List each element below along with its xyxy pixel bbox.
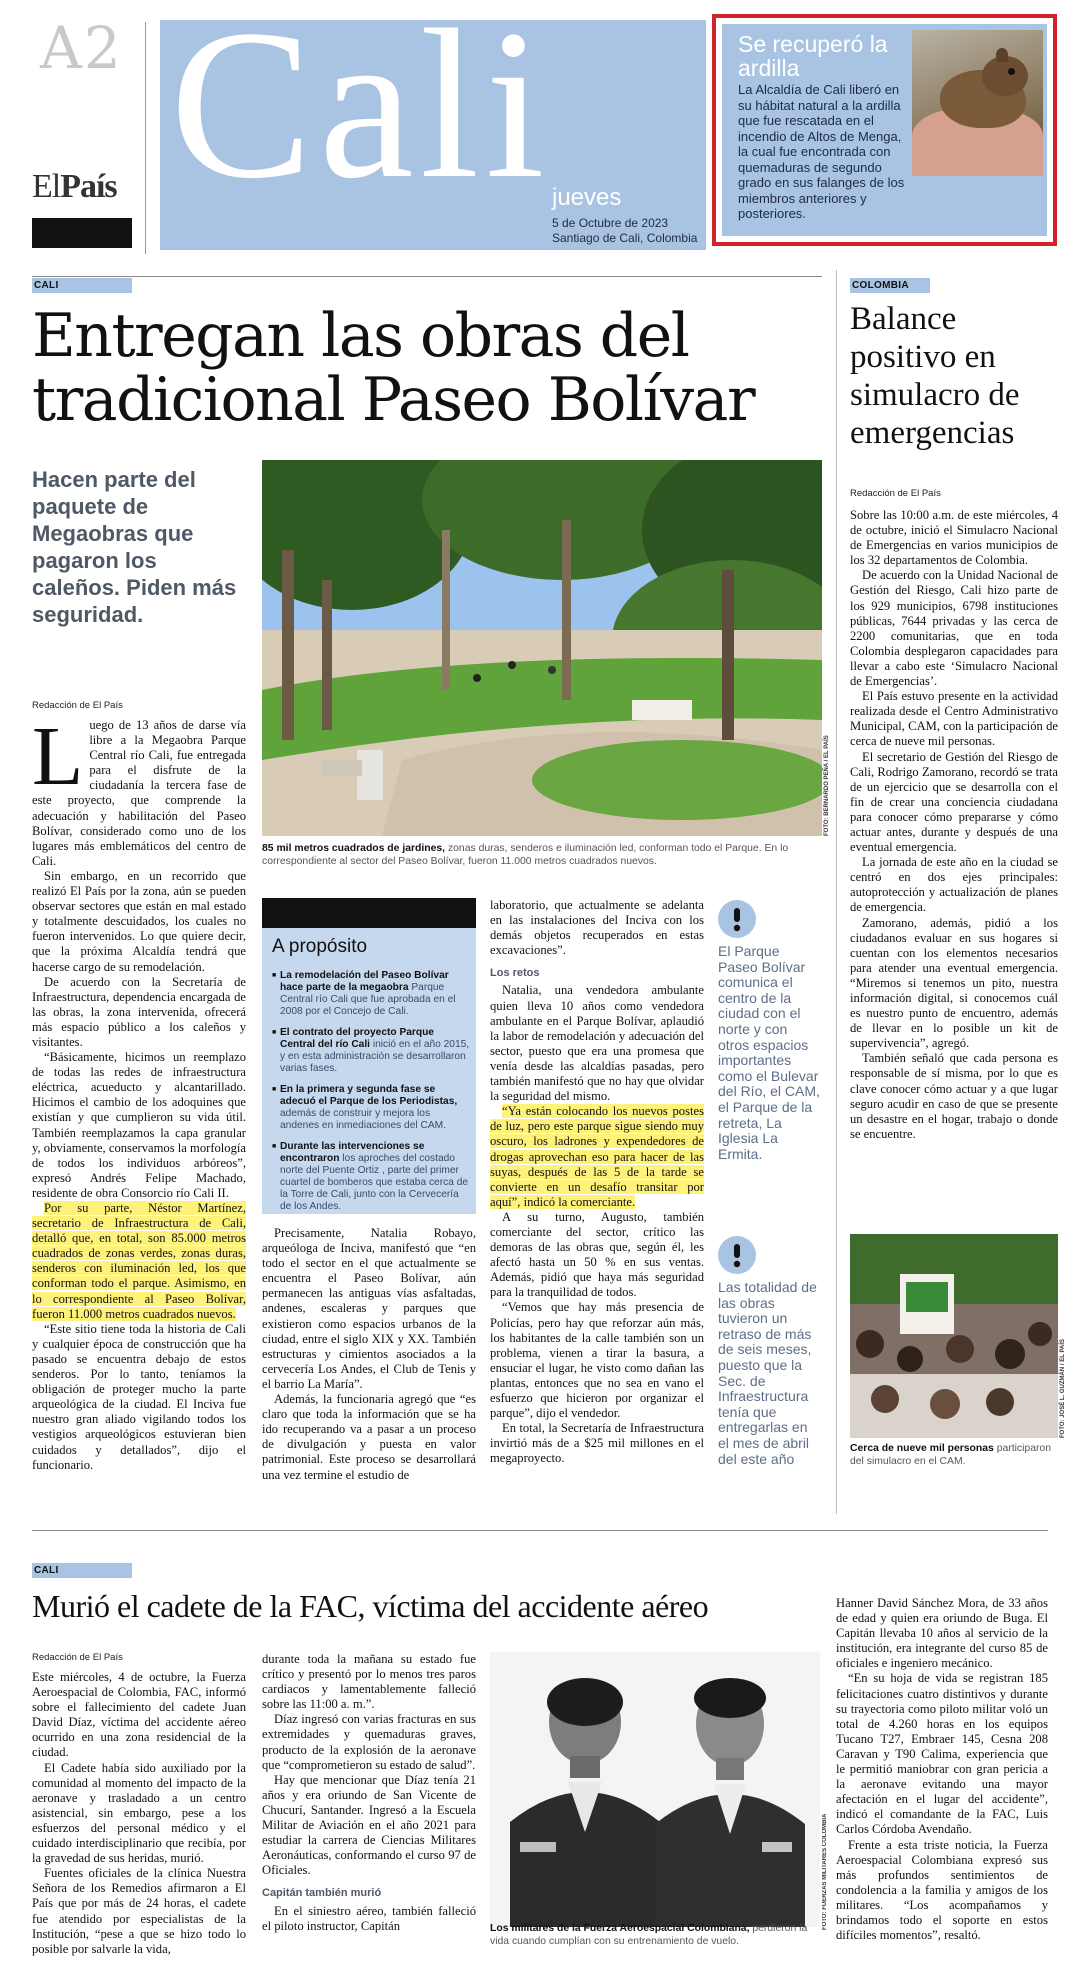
- side-paragraph: También señaló que cada persona es responsable de sí misma, por lo que es clave conocer cómo actuar y a que lugar seguro acudir en caso de que se presente un desastre en el hogar, trabajo o donde se encuentre.: [850, 1051, 1058, 1141]
- side-paragraph: De acuerdo con la Unidad Nacional de Gestión del Riesgo, Cali hizo parte de los 929 municipios, 6798 instituciones públicas, 7644 privadas y las cerca de 2200 comunitarias, que en toda Colombia desplegaron capacidades para llevar a cabo este ‘Simulacro Nacional de Emergencias’.: [850, 568, 1058, 689]
- bottom-paragraph: durante toda la mañana su estado fue crítico y presentó por lo menos tres paros cardiacos y lamentablemente falleció sobre las 11:00 a. m.”.: [262, 1652, 476, 1712]
- park-illustration: [262, 460, 822, 836]
- main-paragraph: “Básicamente, hicimos un reemplazo de todas las redes de infraestructura eléctrica, acueducto y alcantarillado. Hicimos el cambio de los adoquines que existían y que cumplieron su vida útil. También reemplazamos la capa granular y, obviamente, conservamos la morfología de todos los individuos arbóreos”, expresó Andrés Felipe Machado, residente de obra Consorcio río Cali II.: [32, 1050, 246, 1200]
- column-divider: [836, 270, 837, 1514]
- cadets-caption-bold: Los militares de la Fuerza Aeroespacial Colombiana,: [490, 1923, 750, 1934]
- park-photo: [262, 460, 822, 836]
- side-column: [850, 508, 1058, 1142]
- bottom-paragraph: Este miércoles, 4 de octubre, la Fuerza Aeroespacial de Colombia, FAC, informó sobre el fallecimiento del cadete Juan David Díaz, víctima del accidente aéreo ocurrido en una zona residencial de la ciudad.: [32, 1670, 246, 1760]
- a-proposito-box: [262, 898, 476, 1214]
- a-proposito-item: [272, 1084, 470, 1132]
- bottom-paragraph: En el siniestro aéreo, también falleció el piloto instructor, Capitán: [262, 1903, 476, 1933]
- item-text: Parque Central río Cali que fue aprobada en el 2008 por el Concejo de Cali.: [280, 982, 456, 1017]
- item-text: los aproches del costado norte del Puente Ortiz , parte del primer cuartel de bomberos que estaba cerca de la Torre de Cali, junto con la Cervecería de los Andes.: [280, 1153, 469, 1212]
- bottom-headline: Murió el cadete de la FAC, víctima del accidente aéreo: [32, 1588, 709, 1624]
- bottom-top-rule: [32, 1530, 1048, 1531]
- edition-date: [552, 216, 697, 246]
- masthead-black-bar: [32, 218, 132, 248]
- teaser-panel: [722, 24, 1047, 236]
- main-headline: [32, 301, 822, 435]
- highlighted-text: Por su parte, Néstor Martínez, secretario de Infraestructura de Cali, detalló que, en total, son 85.000 metros cuadrados de zonas verdes, zonas duras, senderos con iluminación led, los que conforman todo el parque. Asimismo, en lo correspondiente al Paseo Bolívar, fueron 11.000 metros cuadrados nuevos.: [32, 1201, 246, 1321]
- squirrel-ear: [996, 48, 1008, 62]
- main-byline: Redacción de El País: [32, 700, 123, 711]
- main-paragraph: Precisamente, Natalia Robayo, arqueóloga de Inciva, manifestó que “en todo el sector en el que actualmente se encuentra el Paseo Bolívar, aún permanecen las antiguas vías asfaltadas, andenes, escaleras y parques que existieron como espacios urbanos de la ciudad, entre el siglo XIX y XX. También estructuras y cimientos asociados a la cervecería Los Andes, el Club de Tenis y el barrio La María”.: [262, 1226, 476, 1391]
- item-text: además de construir y mejora los andenes en inmediaciones del CAM.: [280, 1108, 446, 1131]
- section-banner: [160, 20, 706, 250]
- exclamation-icon: [718, 1236, 756, 1274]
- main-paragraph: A su turno, Augusto, también comerciante del sector, crítico las demoras de las obras que, según él, les afectó hasta un 50 % en sus ventas. Además, pidió que haya más seguridad para la tranquilidad de todos.: [490, 1209, 704, 1300]
- main-headline-line1: Entregan las obras del: [32, 301, 689, 371]
- park-caption-text: zonas duras, senderos e iluminación led, conforman todo el Parque. En lo correspondiente al sector del Paseo Bolívar, fueron 11.000 metros cuadrados nuevos.: [262, 843, 789, 867]
- park-photo-credit: FOTO: BERNARDO PEÑA / EL PAÍS: [824, 735, 830, 836]
- edition-city-text: Santiago de Cali, Colombia: [552, 231, 698, 245]
- side-headline: Balance positivo en simulacro de emergencias: [850, 301, 1020, 451]
- a-proposito-item: [272, 1141, 470, 1213]
- bottom-paragraph: Hanner David Sánchez Mora, de 33 años de edad y quien era oriundo de Buga. El Capitán llevaba 10 años al servicio de la institución, era integrante del curso 85 de oficiales e ingeniero mecánico.: [836, 1596, 1048, 1671]
- crowd-caption-bold: Cerca de nueve mil personas: [850, 1443, 994, 1454]
- park-photo-caption: [262, 842, 822, 868]
- cadets-photo-caption: [490, 1922, 820, 1948]
- crowd-photo-caption: [850, 1442, 1058, 1468]
- teaser-body: La Alcaldía de Cali liberó en su hábitat natural a la ardilla que fue rescatada en el incendio de Altos de Menga, la cual fue encontrada con quemaduras de segundo grado en sus falanges de los miembros anteriores y posteriores.: [738, 82, 905, 221]
- bottom-paragraph: El Cadete había sido auxiliado por la comunidad al momento del impacto de la aeronave y trasladado a un centro asistencial, sin embargo, pese a los esfuerzos del personal médico y el cuidado interdisciplinario que recibía, por la gravedad de sus heridas, murió.: [32, 1760, 246, 1866]
- main-column-1: [32, 710, 246, 1473]
- main-paragraph: laboratorio, que actualmente se adelanta en las instalaciones del Inciva con los demás objetos recuperados en estas excavaciones”.: [490, 898, 704, 958]
- main-p1-text: uego de 13 años de darse vía libre a la Megaobra Parque Central río Cali, fue entregada para el disfrute de la ciudadanía la tercera fase de este proyecto, que comprende la adecuación y habilitación del Paseo Bolívar, considerado como uno de los lugares más emblemáticos del centro de Cali.: [32, 718, 246, 868]
- side-paragraph: Zamorano, además, pidió a los ciudadanos evaluar en sus hogares si cuentan con los elementos necesarios para atender una eventual emergencia. “Miremos si tenemos un pito, nuestra información digital, si conocemos cuál es nuestro punto de encuentro, además de llevar en lo posible un kit de supervivencia”, agregó.: [850, 915, 1058, 1051]
- masthead-divider: [145, 22, 146, 254]
- item-bold: En la primera y segunda fase se adecuó el Parque de los Periodistas,: [280, 1084, 458, 1107]
- bottom-column-2: [262, 1652, 476, 1934]
- main-paragraph-highlighted: [32, 1201, 246, 1322]
- main-paragraph: Además, la funcionaria agregó que “es claro que toda la información que se ha ido recuperando va a pasar a un proceso de divulgación y puesta en valor patrimonial. Este proceso se desarrollará una vez termine el estudio de: [262, 1392, 476, 1482]
- section-title: Cali: [170, 20, 551, 223]
- a-proposito-item: [272, 970, 470, 1018]
- main-top-rule: [32, 276, 822, 277]
- cadets-caption-text: perdieron la vida cuando cumplían con su entrenamiento de vuelo.: [490, 1923, 808, 1947]
- side-paragraph: Sobre las 10:00 a.m. de este miércoles, 4 de octubre, inició el Simulacro Nacional de Emergencias en varios municipios de los 32 departamentos de Colombia.: [850, 508, 1058, 568]
- item-bold: La remodelación del Paseo Bolívar hace parte de la megaobra: [280, 970, 449, 993]
- bottom-paragraph: Frente a esta triste noticia, la Fuerza Aeroespacial Colombiana expresó sus más profundos sentimientos de condolencia a la familia y amigos de los militares. “Los acompañamos y brindamos todo el soporte en estos difíciles momentos”, resaltó.: [836, 1837, 1048, 1943]
- bottom-byline: Redacción de El País: [32, 1652, 123, 1663]
- squirrel-head: [982, 56, 1028, 96]
- bottom-paragraph: Díaz ingresó con varias fracturas en sus extremidades y quemaduras graves, producto de la explosión de la aeronave que “comprometieron su estado de salud”.: [262, 1712, 476, 1772]
- main-dek: Hacen parte del paquete de Megaobras que pagaron los caleños. Piden más seguridad.: [32, 467, 237, 627]
- squirrel-teaser[interactable]: [712, 14, 1057, 246]
- crowd-photo-credit: FOTO: JOSÉ L. GUZMÁN / EL PAÍS: [1060, 1338, 1066, 1438]
- main-section-label: CALI: [32, 278, 132, 293]
- a-proposito-list: [272, 970, 470, 1222]
- subheading-los-retos: Los retos: [490, 967, 540, 980]
- drop-cap: L: [32, 710, 84, 803]
- edition-day: jueves: [552, 184, 622, 211]
- main-paragraph-highlighted: [490, 1104, 704, 1210]
- edition-date-text: 5 de Octubre de 2023: [552, 216, 669, 230]
- cadets-photo-credit: FOTO: FUERZAS MILITARES COLOMBIA: [822, 1813, 828, 1930]
- teaser-title: Se recuperó la ardilla: [738, 31, 888, 81]
- subheading-capitan: Capitán también murió: [262, 1887, 382, 1900]
- callout-text-1: El Parque Paseo Bolívar comunica el centro de la ciudad con el norte y con otros espacios importantes como el Bulevar del Río, el CAM, el Parque de la retreta, La Iglesia La Ermita.: [718, 943, 820, 1162]
- main-paragraph: [32, 710, 246, 869]
- cadets-illustration: [490, 1652, 820, 1927]
- bottom-paragraph: “En su hoja de vida se registran 185 felicitaciones cuatro distintivos y durante su trayectoria como piloto militar voló un total de 4.260 horas en los equipos Tucano T27, Embraer 145, Cesna 208 Caravan y T90 Calima, experiencia que le permitió maniobrar con gran pericia a la aeronave evitando una mayor afectación en el lugar del accidente”, indicó el comandante de la FAC, Luis Carlos Córdoba Avendaño.: [836, 1671, 1048, 1837]
- item-bold: Durante las intervenciones se encontraron: [280, 1141, 425, 1164]
- crowd-photo: [850, 1234, 1058, 1438]
- item-text: inició en el año 2015, y en esta administración se desarrollaron varias fases.: [280, 1039, 470, 1074]
- main-paragraph: En total, la Secretaría de Infraestructura invirtió más de a $25 mil millones en el megaproyecto.: [490, 1421, 704, 1466]
- main-paragraph: “Este sitio tiene toda la historia de Cali y cualquier época de construcción que ha pasado se encuentra debajo de estos senderos. Por lo tanto, teníamos la obligación de proteger mucho la parte arqueológica de la ciudad. El Inciva fue nuestro gran aliado vigilando todos los vestigios arqueológicos estuvieran bien cuidados y detallados”, dijo el funcionario.: [32, 1321, 246, 1472]
- main-column-2: [262, 1226, 476, 1483]
- main-paragraph: “Vemos que hay más presencia de Policías, pero hay que reforzar aún más, los habitantes de la calle también son un problema, vienen a tirar la basura, a ensuciar el lugar, he visto como dañan las plantas, entonces que no sea en vano el esfuerzo que hicieron por organizar el parque”, dijo el vendedor.: [490, 1300, 704, 1421]
- highlighted-text: “Ya están colocando los nuevos postes de luz, pero este parque sigue siendo muy oscuro, los ladrones y expendedores de drogas aprovechan eso para hacer de las suyas, después de las 5 de la tarde se convierte en un desafío transitar por aquí”, indicó la comerciante.: [490, 1104, 704, 1209]
- main-headline-line2: tradicional Paseo Bolívar: [32, 365, 755, 435]
- side-paragraph: La jornada de este año en la ciudad se centró en dos ejes principales: autoprotección y actualización de planes de emergencia.: [850, 855, 1058, 915]
- side-byline: Redacción de El País: [850, 488, 941, 499]
- a-proposito-header-bar: [262, 898, 476, 928]
- logo-part-b: País: [60, 168, 117, 205]
- main-column-3: [490, 898, 704, 1466]
- newspaper-logo: [32, 168, 117, 206]
- a-proposito-title: A propósito: [272, 936, 368, 957]
- crowd-caption-text: participaron del simulacro en el CAM.: [850, 1443, 1051, 1467]
- page-number: A2: [40, 14, 123, 82]
- side-paragraph: El País estuvo presente en la actividad realizada desde el Centro Administrativo Municipal, CAM, con la participación de cerca de nueve mil personas.: [850, 689, 1058, 749]
- bottom-section-label: CALI: [32, 1563, 132, 1578]
- main-paragraph: De acuerdo con la Secretaría de Infraestructura, dependencia encargada de las obras, la zona intervenida, ofrecerá más espacio público a los caleños y visitantes.: [32, 974, 246, 1049]
- bottom-paragraph: Hay que mencionar que Díaz tenía 21 años y era oriundo de San Vicente de Chucurí, Santander. Ingresó a la Escuela Militar de Aviación en el año 2021 para estudiar la carrera de Ciencias Militares Aeronáuticas, conformando el curso 97 de Oficiales.: [262, 1772, 476, 1878]
- side-paragraph: El secretario de Gestión del Riesgo de Cali, Rodrigo Zamorano, recordó se trata de un ejercicio que se desarrolla con el fin de crear una conciencia ciudadana para conocer cómo prepararse y cómo actuar antes, durante y después de una eventual emergencia.: [850, 749, 1058, 855]
- crowd-illustration: [850, 1234, 1058, 1438]
- side-section-label: COLOMBIA: [850, 278, 930, 293]
- item-bold: El contrato del proyecto Parque Central del río Cali: [280, 1027, 434, 1050]
- bottom-paragraph: Fuentes oficiales de la clínica Nuestra Señora de los Remedios afirmaron a El País que por más de 24 horas, el cadete fue atendido por especialistas de la Institución, “pese a que se hizo todo lo posible por salvarle la vida,: [32, 1866, 246, 1956]
- main-paragraph: Natalia, una vendedora ambulante quien lleva 10 años como vendedora ambulante en el Parque Bolívar, aplaudió la labor de remodelación y adecuación del sector, puesto que era una promesa que venía desde las alcaldías pasadas, pero también manifestó que no hay que olvidar la seguridad del mismo.: [490, 983, 704, 1104]
- squirrel-eye: [1008, 68, 1015, 75]
- bottom-column-1: [32, 1670, 246, 1957]
- bottom-column-3: [836, 1596, 1048, 1943]
- park-caption-bold: 85 mil metros cuadrados de jardines,: [262, 843, 446, 854]
- callout-text-2: Las totalidad de las obras tuvieron un retraso de más de seis meses, puesto que la Sec. de Infraestructura tenía que entregarlas en el mes de abril del este año: [718, 1279, 817, 1467]
- squirrel-photo: [912, 30, 1043, 176]
- cadets-photo: [490, 1652, 820, 1952]
- main-paragraph: Sin embargo, en un recorrido que realizó El País por la zona, aún se pueden observar sectores que están en mal estado y totalmente descuidados, los cuales no fueron intervenidos. Lo que quiere decir, que la próxima Alcaldía tendrá que hacerse cargo de su remodelación.: [32, 868, 246, 974]
- logo-part-a: El: [32, 168, 61, 205]
- a-proposito-item: [272, 1027, 470, 1075]
- exclamation-icon: [718, 900, 756, 938]
